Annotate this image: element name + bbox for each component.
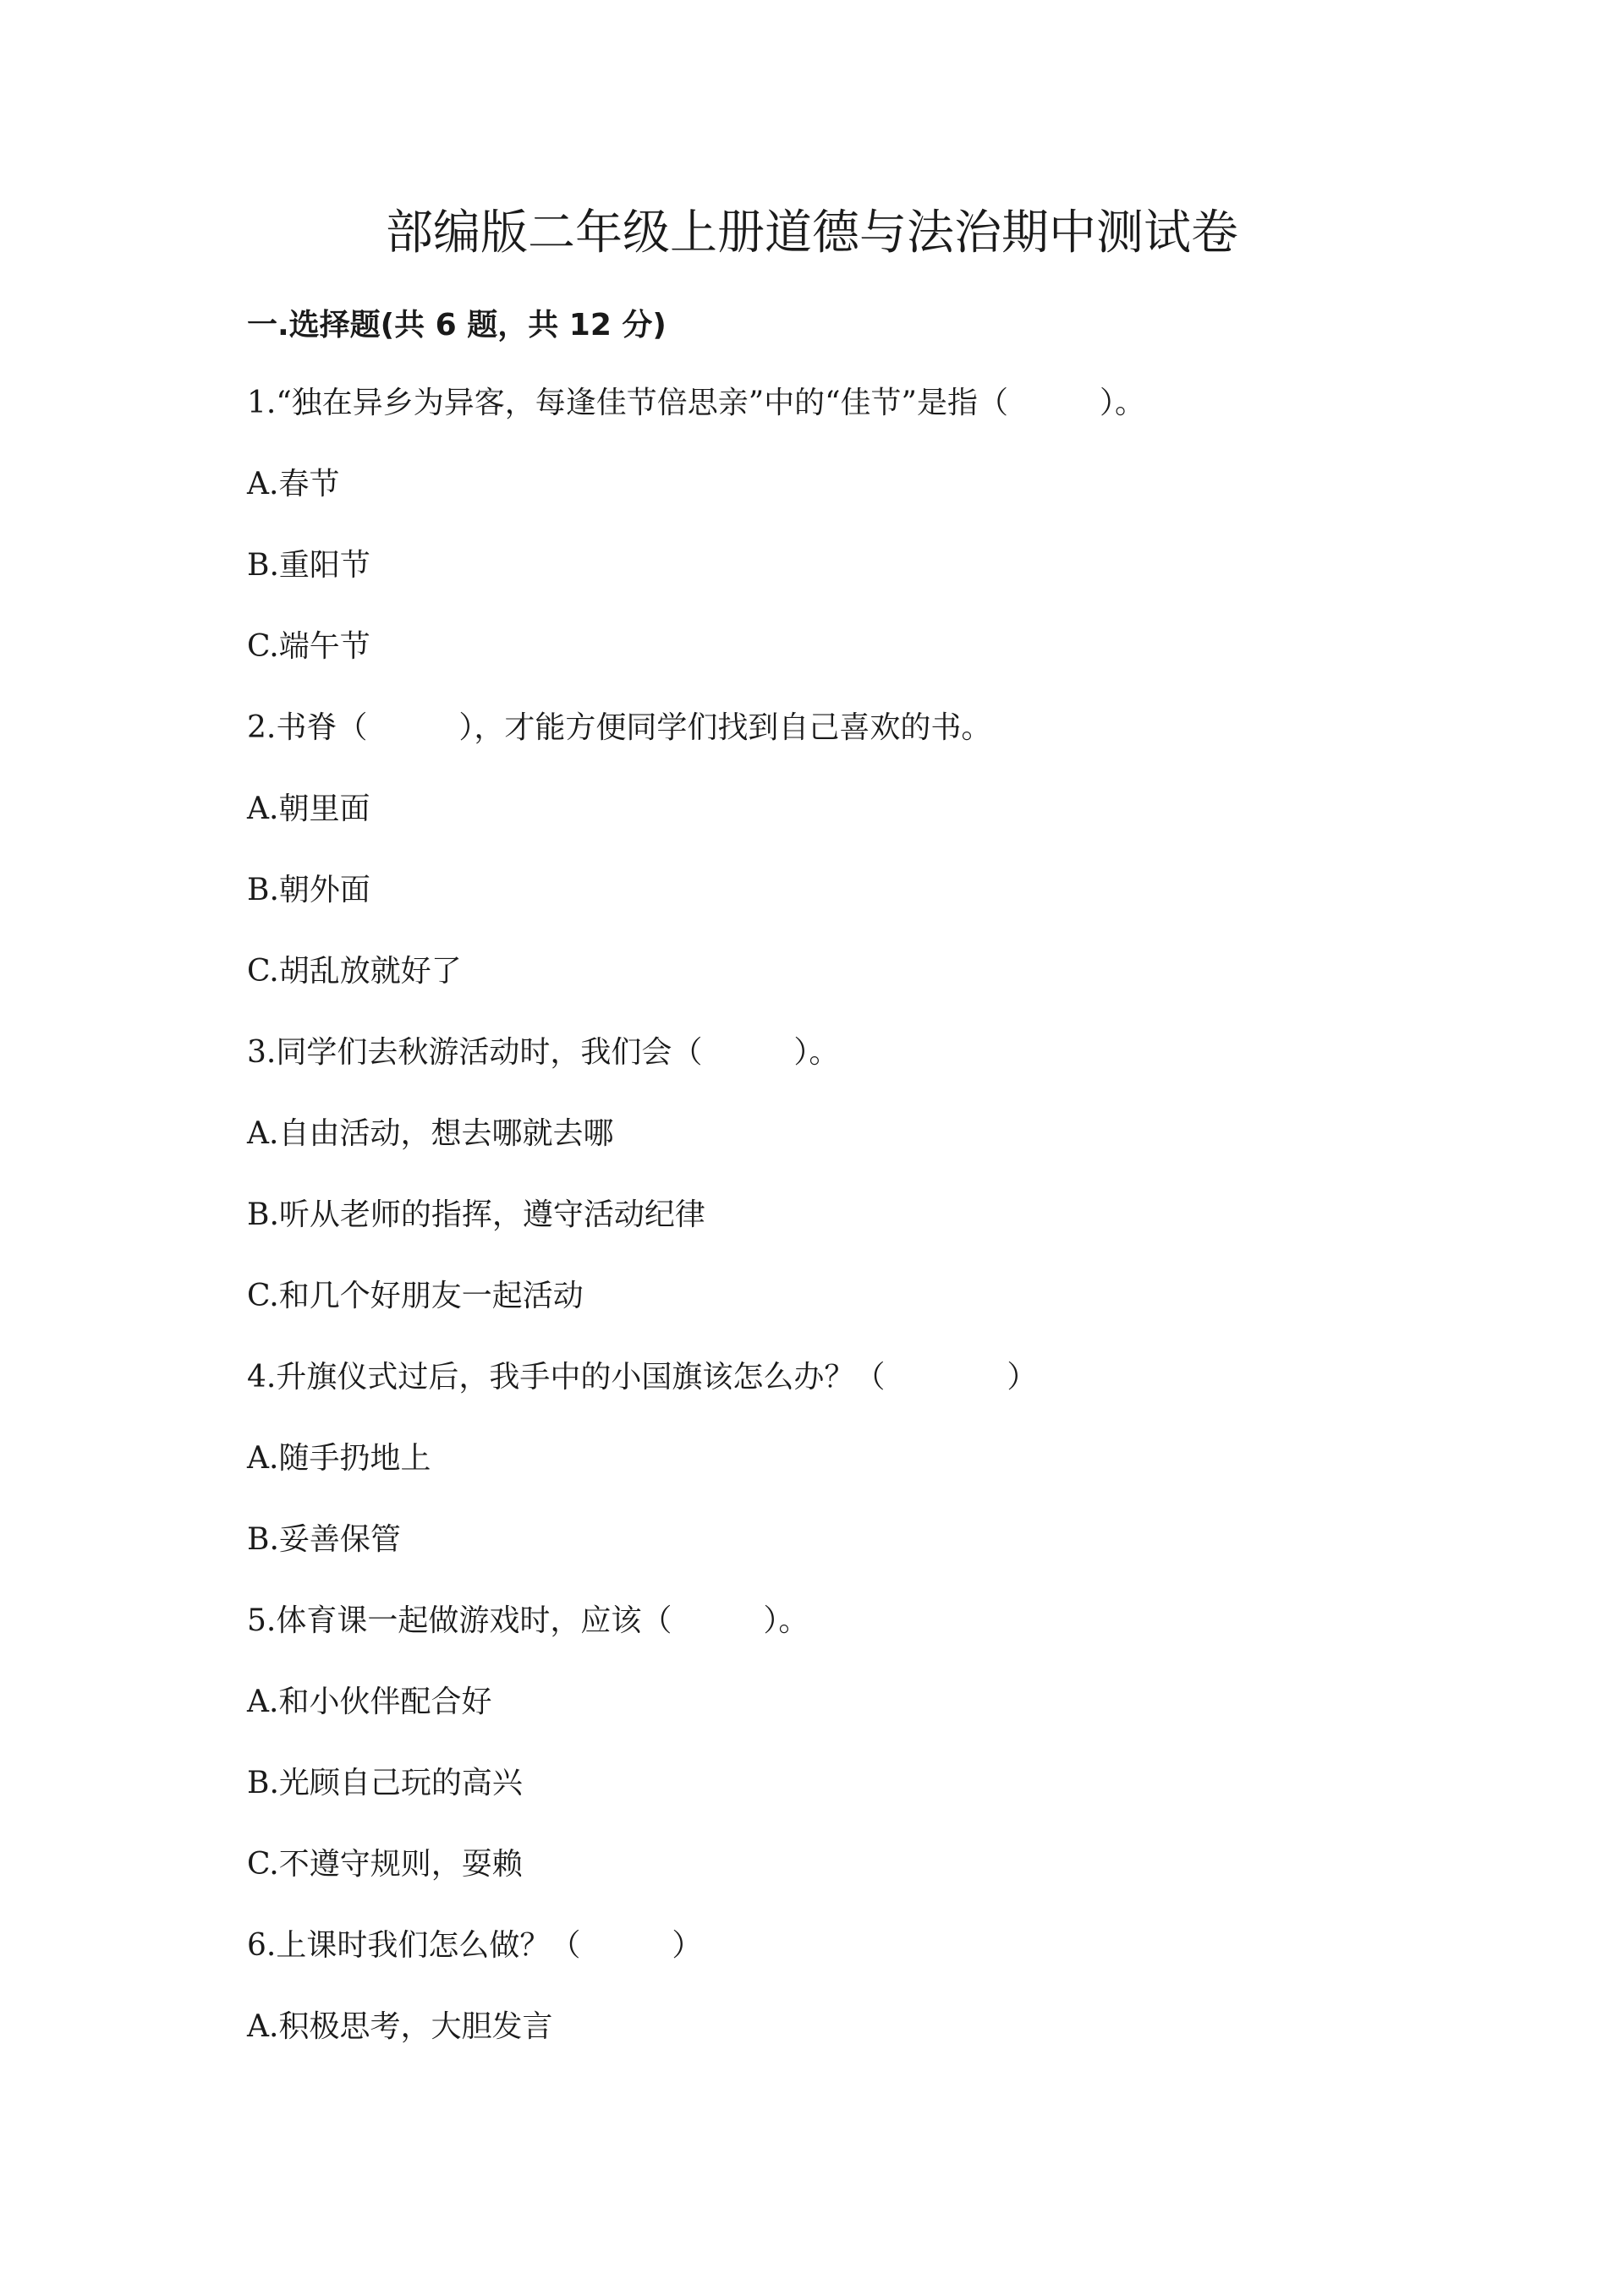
question-3-option-a: A.自由活动，想去哪就去哪 [247,1116,614,1151]
question-4-stem: 4.升旗仪式过后，我手中的小国旗该怎么办？（ ） [247,1360,1038,1395]
question-3-stem: 3.同学们去秋游活动时，我们会（ ）。 [247,1035,840,1070]
question-5-option-a: A.和小伙伴配合好 [247,1685,492,1719]
question-1-option-c: C.端午节 [247,629,370,664]
question-6-stem: 6.上课时我们怎么做？（ ） [247,1928,703,1963]
question-2-option-c: C.胡乱放就好了 [247,954,462,989]
question-3-option-b: B.听从老师的指挥，遵守活动纪律 [247,1197,705,1232]
question-1-option-a: A.春节 [247,467,340,501]
page-title: 部编版二年级上册道德与法治期中测试卷 [386,205,1238,260]
question-4-option-b: B.妥善保管 [247,1522,401,1557]
question-2-stem: 2.书脊（ ），才能方便同学们找到自己喜欢的书。 [247,710,992,745]
section-heading: 一.选择题(共 6 题，共 12 分) [247,308,667,342]
question-4-option-a: A.随手扔地上 [247,1441,431,1476]
question-2-option-a: A.朝里面 [247,792,370,826]
question-6-option-a: A.积极思考，大胆发言 [247,2009,553,2044]
question-3-option-c: C.和几个好朋友一起活动 [247,1279,584,1313]
question-2-option-b: B.朝外面 [247,873,370,907]
question-5-option-b: B.光顾自己玩的高兴 [247,1766,523,1800]
question-1-stem: 1.“独在异乡为异客，每逢佳节倍思亲”中的“佳节”是指（ ）。 [247,386,1145,420]
question-5-stem: 5.体育课一起做游戏时，应该（ ）。 [247,1603,809,1638]
question-1-option-b: B.重阳节 [247,548,370,583]
question-5-option-c: C.不遵守规则，耍赖 [247,1847,523,1882]
